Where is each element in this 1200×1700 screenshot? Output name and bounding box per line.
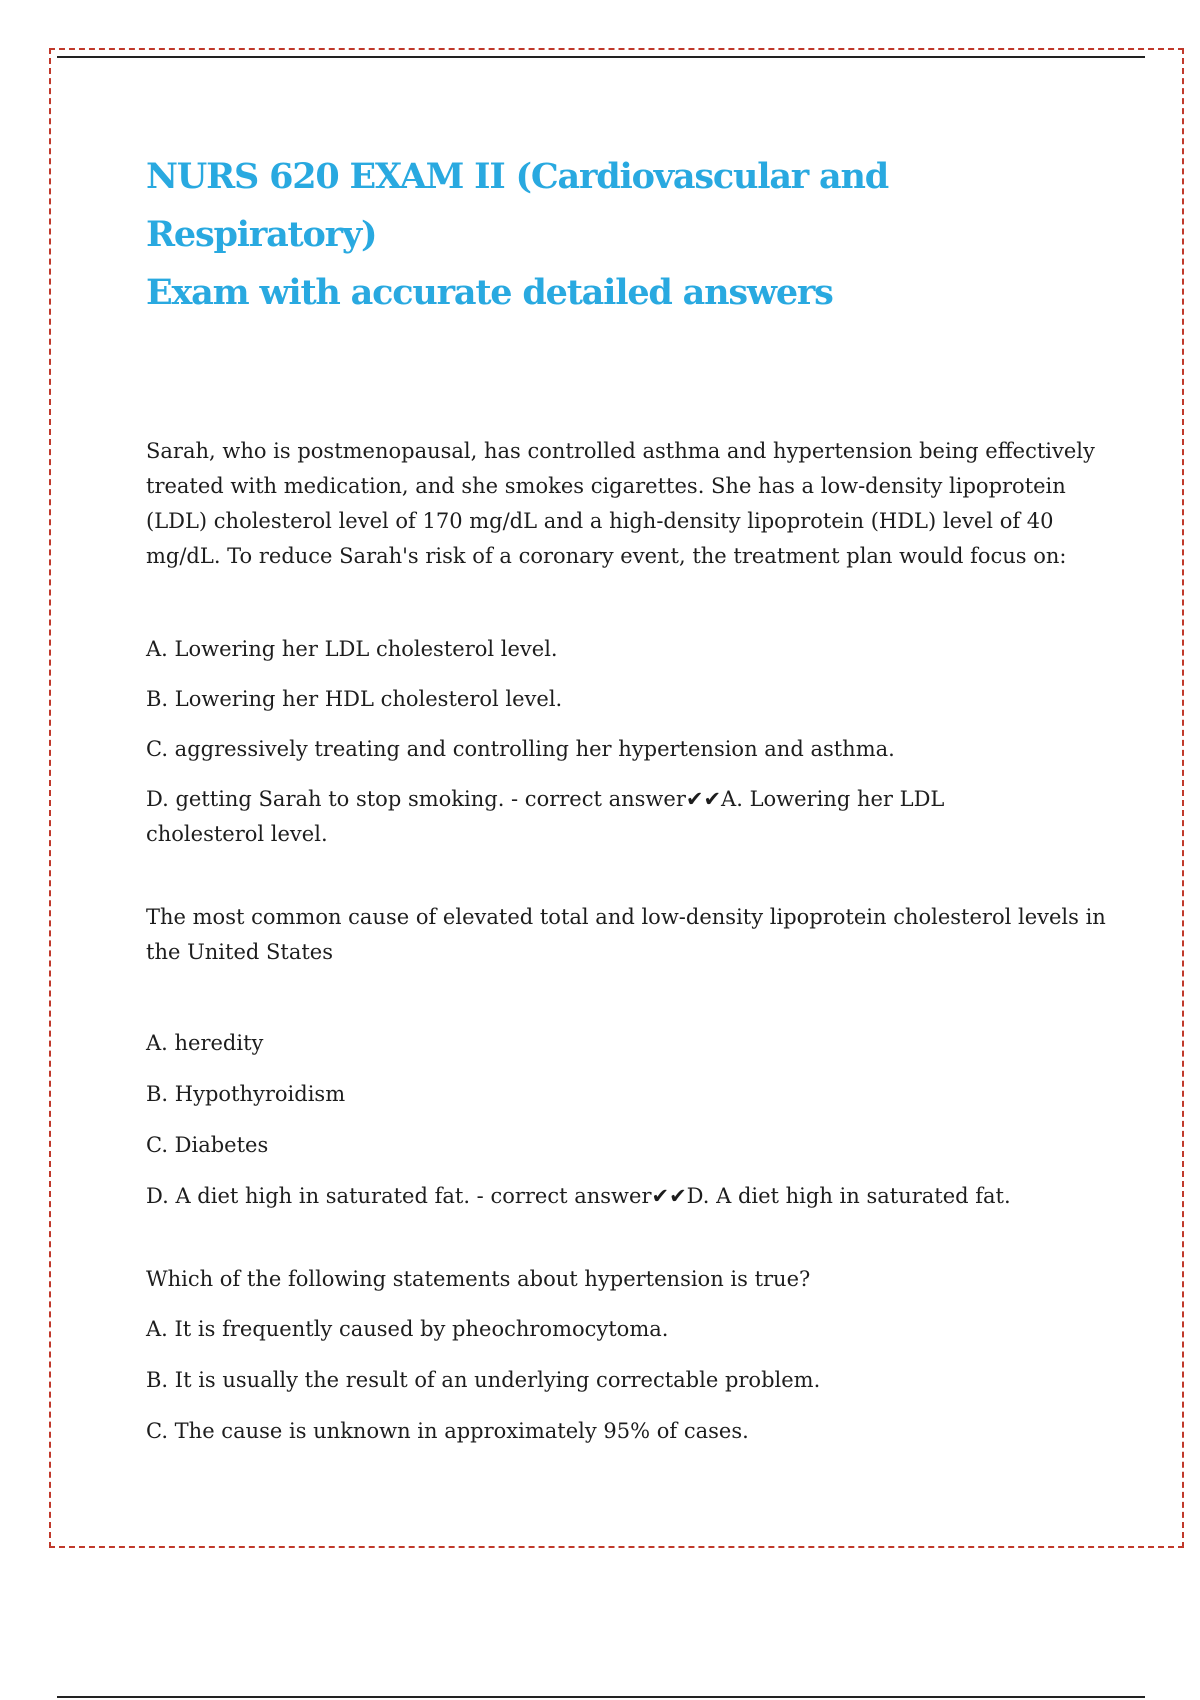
option-a: A. heredity (146, 1031, 264, 1055)
top-rule (57, 56, 1145, 58)
question-1-line: treated with medication, and she smokes cigarettes. She has a low-density lipoprotein (146, 474, 1066, 498)
question-1-options (146, 632, 1086, 852)
option-c: C. Diabetes (146, 1133, 269, 1157)
question-1-line: (LDL) cholesterol level of 170 mg/dL and a high-density lipoprotein (HDL) level of 40 (146, 509, 1054, 533)
option-a: A. Lowering her LDL cholesterol level. (146, 637, 558, 661)
bottom-rule (57, 1696, 1145, 1698)
question-3 (146, 1262, 1086, 1297)
question-2-line: the United States (146, 940, 333, 964)
question-3-line: Which of the following statements about hypertension is true? (146, 1267, 811, 1291)
option-b: B. Lowering her HDL cholesterol level. (146, 687, 563, 711)
question-1 (146, 434, 1095, 574)
question-1-line: mg/dL. To reduce Sarah's risk of a coronary event, the treatment plan would focus on: (146, 544, 1067, 568)
question-3-options (146, 1312, 1086, 1449)
option-b: B. It is usually the result of an underlying correctable problem. (146, 1368, 821, 1392)
title-line-1: NURS 620 EXAM II (Cardiovascular and Respiratory) (146, 156, 889, 255)
question-1-line: Sarah, who is postmenopausal, has controlled asthma and hypertension being effectively (146, 439, 1095, 463)
document-title (146, 148, 1086, 322)
title-line-2: Exam with accurate detailed answers (146, 272, 833, 313)
option-d-with-answer: D. getting Sarah to stop smoking. - correct answer✔✔A. Lowering her LDL cholesterol level. (146, 787, 945, 846)
option-a: A. It is frequently caused by pheochromocytoma. (146, 1317, 669, 1341)
question-2 (146, 900, 1106, 970)
option-d-with-answer: D. A diet high in saturated fat. - correct answer✔✔D. A diet high in saturated fat. (146, 1184, 1011, 1208)
option-b: B. Hypothyroidism (146, 1082, 346, 1106)
question-2-options (146, 1026, 1086, 1214)
document-body (146, 148, 1106, 1465)
option-c: C. aggressively treating and controlling her hypertension and asthma. (146, 737, 895, 761)
option-c: C. The cause is unknown in approximately 95% of cases. (146, 1419, 749, 1443)
question-2-line: The most common cause of elevated total and low-density lipoprotein cholesterol levels in (146, 905, 1106, 929)
